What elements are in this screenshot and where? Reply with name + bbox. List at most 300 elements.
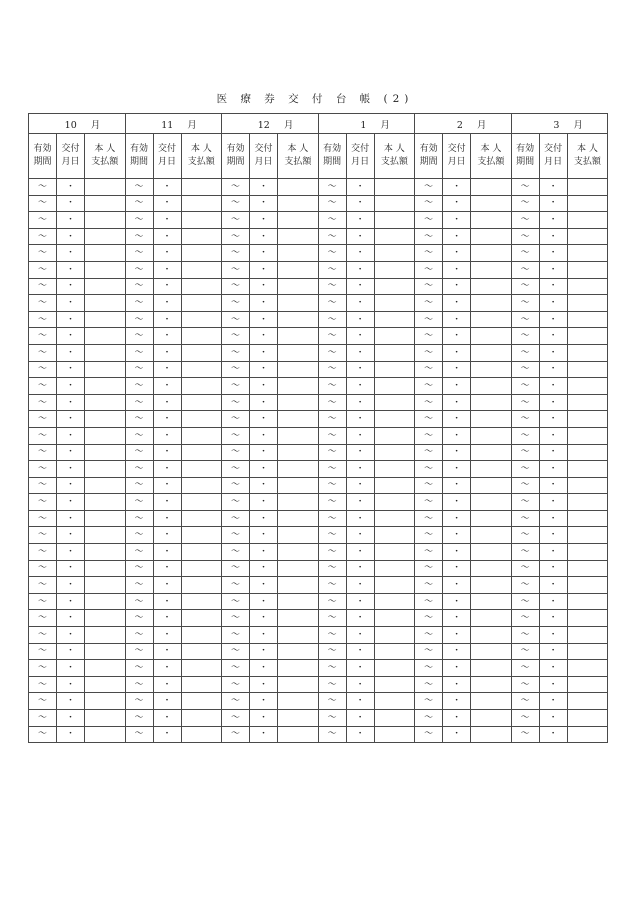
- period-cell[interactable]: ～: [29, 394, 57, 411]
- issue-date-cell[interactable]: ・: [443, 510, 471, 527]
- period-cell[interactable]: ～: [29, 676, 57, 693]
- payment-cell[interactable]: [85, 477, 126, 494]
- issue-date-cell[interactable]: ・: [153, 494, 181, 511]
- payment-cell[interactable]: [471, 212, 512, 229]
- issue-date-cell[interactable]: ・: [346, 195, 374, 212]
- period-cell[interactable]: ～: [511, 593, 539, 610]
- payment-cell[interactable]: [471, 560, 512, 577]
- payment-cell[interactable]: [85, 676, 126, 693]
- issue-date-cell[interactable]: ・: [539, 560, 567, 577]
- payment-cell[interactable]: [85, 344, 126, 361]
- period-cell[interactable]: ～: [222, 477, 250, 494]
- period-cell[interactable]: ～: [29, 643, 57, 660]
- issue-date-cell[interactable]: ・: [346, 411, 374, 428]
- period-cell[interactable]: ～: [29, 494, 57, 511]
- period-cell[interactable]: ～: [222, 444, 250, 461]
- payment-cell[interactable]: [471, 710, 512, 727]
- issue-date-cell[interactable]: ・: [57, 494, 85, 511]
- payment-cell[interactable]: [85, 710, 126, 727]
- payment-cell[interactable]: [85, 544, 126, 561]
- issue-date-cell[interactable]: ・: [539, 261, 567, 278]
- payment-cell[interactable]: [278, 179, 319, 196]
- payment-cell[interactable]: [374, 593, 415, 610]
- period-cell[interactable]: ～: [222, 311, 250, 328]
- payment-cell[interactable]: [278, 527, 319, 544]
- payment-cell[interactable]: [374, 245, 415, 262]
- issue-date-cell[interactable]: ・: [250, 344, 278, 361]
- issue-date-cell[interactable]: ・: [153, 278, 181, 295]
- period-cell[interactable]: ～: [222, 228, 250, 245]
- payment-cell[interactable]: [374, 411, 415, 428]
- period-cell[interactable]: ～: [511, 510, 539, 527]
- issue-date-cell[interactable]: ・: [346, 544, 374, 561]
- payment-cell[interactable]: [567, 394, 608, 411]
- issue-date-cell[interactable]: ・: [539, 693, 567, 710]
- issue-date-cell[interactable]: ・: [153, 311, 181, 328]
- payment-cell[interactable]: [567, 610, 608, 627]
- period-cell[interactable]: ～: [318, 411, 346, 428]
- period-cell[interactable]: ～: [415, 394, 443, 411]
- payment-cell[interactable]: [471, 411, 512, 428]
- period-cell[interactable]: ～: [125, 278, 153, 295]
- issue-date-cell[interactable]: ・: [250, 195, 278, 212]
- period-cell[interactable]: ～: [222, 693, 250, 710]
- payment-cell[interactable]: [181, 544, 222, 561]
- payment-cell[interactable]: [85, 228, 126, 245]
- payment-cell[interactable]: [278, 212, 319, 229]
- period-cell[interactable]: ～: [29, 510, 57, 527]
- payment-cell[interactable]: [85, 444, 126, 461]
- period-cell[interactable]: ～: [511, 427, 539, 444]
- issue-date-cell[interactable]: ・: [153, 477, 181, 494]
- payment-cell[interactable]: [374, 510, 415, 527]
- payment-cell[interactable]: [471, 328, 512, 345]
- payment-cell[interactable]: [471, 477, 512, 494]
- payment-cell[interactable]: [471, 378, 512, 395]
- period-cell[interactable]: ～: [29, 295, 57, 312]
- period-cell[interactable]: ～: [318, 577, 346, 594]
- period-cell[interactable]: ～: [318, 228, 346, 245]
- period-cell[interactable]: ～: [222, 427, 250, 444]
- period-cell[interactable]: ～: [511, 278, 539, 295]
- issue-date-cell[interactable]: ・: [57, 344, 85, 361]
- issue-date-cell[interactable]: ・: [57, 311, 85, 328]
- period-cell[interactable]: ～: [511, 344, 539, 361]
- payment-cell[interactable]: [181, 261, 222, 278]
- period-cell[interactable]: ～: [511, 477, 539, 494]
- issue-date-cell[interactable]: ・: [153, 394, 181, 411]
- payment-cell[interactable]: [278, 660, 319, 677]
- period-cell[interactable]: ～: [318, 693, 346, 710]
- issue-date-cell[interactable]: ・: [539, 427, 567, 444]
- issue-date-cell[interactable]: ・: [346, 179, 374, 196]
- issue-date-cell[interactable]: ・: [250, 610, 278, 627]
- issue-date-cell[interactable]: ・: [57, 228, 85, 245]
- period-cell[interactable]: ～: [415, 693, 443, 710]
- period-cell[interactable]: ～: [318, 494, 346, 511]
- payment-cell[interactable]: [181, 461, 222, 478]
- period-cell[interactable]: ～: [222, 361, 250, 378]
- payment-cell[interactable]: [567, 477, 608, 494]
- payment-cell[interactable]: [471, 627, 512, 644]
- period-cell[interactable]: ～: [415, 427, 443, 444]
- payment-cell[interactable]: [471, 643, 512, 660]
- issue-date-cell[interactable]: ・: [539, 195, 567, 212]
- period-cell[interactable]: ～: [222, 660, 250, 677]
- period-cell[interactable]: ～: [29, 411, 57, 428]
- period-cell[interactable]: ～: [511, 693, 539, 710]
- issue-date-cell[interactable]: ・: [57, 411, 85, 428]
- payment-cell[interactable]: [181, 195, 222, 212]
- issue-date-cell[interactable]: ・: [539, 344, 567, 361]
- period-cell[interactable]: ～: [125, 311, 153, 328]
- period-cell[interactable]: ～: [511, 494, 539, 511]
- issue-date-cell[interactable]: ・: [539, 610, 567, 627]
- issue-date-cell[interactable]: ・: [346, 394, 374, 411]
- payment-cell[interactable]: [181, 610, 222, 627]
- period-cell[interactable]: ～: [29, 361, 57, 378]
- payment-cell[interactable]: [374, 560, 415, 577]
- payment-cell[interactable]: [374, 527, 415, 544]
- issue-date-cell[interactable]: ・: [443, 676, 471, 693]
- period-cell[interactable]: ～: [415, 510, 443, 527]
- issue-date-cell[interactable]: ・: [346, 477, 374, 494]
- payment-cell[interactable]: [278, 544, 319, 561]
- payment-cell[interactable]: [374, 544, 415, 561]
- payment-cell[interactable]: [85, 212, 126, 229]
- payment-cell[interactable]: [181, 311, 222, 328]
- period-cell[interactable]: ～: [511, 676, 539, 693]
- payment-cell[interactable]: [278, 394, 319, 411]
- payment-cell[interactable]: [278, 510, 319, 527]
- period-cell[interactable]: ～: [318, 610, 346, 627]
- period-cell[interactable]: ～: [511, 726, 539, 743]
- issue-date-cell[interactable]: ・: [250, 477, 278, 494]
- payment-cell[interactable]: [471, 228, 512, 245]
- period-cell[interactable]: ～: [222, 394, 250, 411]
- issue-date-cell[interactable]: ・: [539, 643, 567, 660]
- issue-date-cell[interactable]: ・: [57, 361, 85, 378]
- issue-date-cell[interactable]: ・: [57, 477, 85, 494]
- period-cell[interactable]: ～: [125, 444, 153, 461]
- payment-cell[interactable]: [278, 560, 319, 577]
- issue-date-cell[interactable]: ・: [153, 510, 181, 527]
- period-cell[interactable]: ～: [222, 510, 250, 527]
- payment-cell[interactable]: [567, 593, 608, 610]
- issue-date-cell[interactable]: ・: [443, 394, 471, 411]
- period-cell[interactable]: ～: [415, 261, 443, 278]
- period-cell[interactable]: ～: [318, 710, 346, 727]
- payment-cell[interactable]: [567, 660, 608, 677]
- payment-cell[interactable]: [374, 311, 415, 328]
- payment-cell[interactable]: [374, 726, 415, 743]
- payment-cell[interactable]: [567, 510, 608, 527]
- payment-cell[interactable]: [278, 577, 319, 594]
- issue-date-cell[interactable]: ・: [443, 278, 471, 295]
- issue-date-cell[interactable]: ・: [153, 444, 181, 461]
- issue-date-cell[interactable]: ・: [153, 693, 181, 710]
- period-cell[interactable]: ～: [318, 477, 346, 494]
- period-cell[interactable]: ～: [125, 179, 153, 196]
- payment-cell[interactable]: [278, 278, 319, 295]
- period-cell[interactable]: ～: [511, 179, 539, 196]
- payment-cell[interactable]: [567, 228, 608, 245]
- issue-date-cell[interactable]: ・: [346, 311, 374, 328]
- issue-date-cell[interactable]: ・: [153, 610, 181, 627]
- period-cell[interactable]: ～: [125, 676, 153, 693]
- payment-cell[interactable]: [85, 311, 126, 328]
- period-cell[interactable]: ～: [29, 444, 57, 461]
- period-cell[interactable]: ～: [125, 693, 153, 710]
- period-cell[interactable]: ～: [511, 212, 539, 229]
- payment-cell[interactable]: [181, 444, 222, 461]
- period-cell[interactable]: ～: [29, 195, 57, 212]
- issue-date-cell[interactable]: ・: [57, 461, 85, 478]
- payment-cell[interactable]: [85, 593, 126, 610]
- issue-date-cell[interactable]: ・: [57, 577, 85, 594]
- payment-cell[interactable]: [374, 261, 415, 278]
- issue-date-cell[interactable]: ・: [153, 577, 181, 594]
- issue-date-cell[interactable]: ・: [250, 726, 278, 743]
- issue-date-cell[interactable]: ・: [539, 527, 567, 544]
- period-cell[interactable]: ～: [511, 228, 539, 245]
- payment-cell[interactable]: [85, 693, 126, 710]
- payment-cell[interactable]: [181, 560, 222, 577]
- period-cell[interactable]: ～: [511, 461, 539, 478]
- period-cell[interactable]: ～: [125, 378, 153, 395]
- payment-cell[interactable]: [278, 195, 319, 212]
- payment-cell[interactable]: [181, 245, 222, 262]
- payment-cell[interactable]: [471, 344, 512, 361]
- issue-date-cell[interactable]: ・: [443, 477, 471, 494]
- period-cell[interactable]: ～: [511, 361, 539, 378]
- period-cell[interactable]: ～: [222, 627, 250, 644]
- payment-cell[interactable]: [278, 494, 319, 511]
- issue-date-cell[interactable]: ・: [443, 311, 471, 328]
- period-cell[interactable]: ～: [125, 593, 153, 610]
- payment-cell[interactable]: [471, 527, 512, 544]
- period-cell[interactable]: ～: [125, 544, 153, 561]
- period-cell[interactable]: ～: [318, 344, 346, 361]
- period-cell[interactable]: ～: [318, 593, 346, 610]
- issue-date-cell[interactable]: ・: [153, 461, 181, 478]
- issue-date-cell[interactable]: ・: [153, 378, 181, 395]
- issue-date-cell[interactable]: ・: [539, 593, 567, 610]
- payment-cell[interactable]: [85, 726, 126, 743]
- payment-cell[interactable]: [567, 261, 608, 278]
- period-cell[interactable]: ～: [318, 444, 346, 461]
- period-cell[interactable]: ～: [29, 328, 57, 345]
- payment-cell[interactable]: [278, 726, 319, 743]
- issue-date-cell[interactable]: ・: [443, 544, 471, 561]
- period-cell[interactable]: ～: [125, 510, 153, 527]
- payment-cell[interactable]: [374, 361, 415, 378]
- period-cell[interactable]: ～: [29, 627, 57, 644]
- period-cell[interactable]: ～: [415, 627, 443, 644]
- issue-date-cell[interactable]: ・: [346, 593, 374, 610]
- issue-date-cell[interactable]: ・: [539, 710, 567, 727]
- period-cell[interactable]: ～: [222, 195, 250, 212]
- issue-date-cell[interactable]: ・: [346, 212, 374, 229]
- payment-cell[interactable]: [278, 427, 319, 444]
- payment-cell[interactable]: [471, 295, 512, 312]
- issue-date-cell[interactable]: ・: [539, 676, 567, 693]
- payment-cell[interactable]: [567, 726, 608, 743]
- issue-date-cell[interactable]: ・: [539, 726, 567, 743]
- period-cell[interactable]: ～: [125, 427, 153, 444]
- period-cell[interactable]: ～: [29, 228, 57, 245]
- issue-date-cell[interactable]: ・: [346, 510, 374, 527]
- period-cell[interactable]: ～: [125, 494, 153, 511]
- issue-date-cell[interactable]: ・: [250, 411, 278, 428]
- issue-date-cell[interactable]: ・: [57, 676, 85, 693]
- issue-date-cell[interactable]: ・: [57, 544, 85, 561]
- period-cell[interactable]: ～: [125, 212, 153, 229]
- payment-cell[interactable]: [567, 195, 608, 212]
- period-cell[interactable]: ～: [125, 660, 153, 677]
- period-cell[interactable]: ～: [415, 676, 443, 693]
- payment-cell[interactable]: [85, 394, 126, 411]
- payment-cell[interactable]: [278, 676, 319, 693]
- issue-date-cell[interactable]: ・: [57, 261, 85, 278]
- payment-cell[interactable]: [471, 427, 512, 444]
- period-cell[interactable]: ～: [511, 245, 539, 262]
- payment-cell[interactable]: [181, 378, 222, 395]
- payment-cell[interactable]: [374, 228, 415, 245]
- payment-cell[interactable]: [567, 710, 608, 727]
- period-cell[interactable]: ～: [125, 328, 153, 345]
- period-cell[interactable]: ～: [29, 477, 57, 494]
- period-cell[interactable]: ～: [125, 295, 153, 312]
- period-cell[interactable]: ～: [415, 461, 443, 478]
- payment-cell[interactable]: [181, 494, 222, 511]
- period-cell[interactable]: ～: [29, 344, 57, 361]
- issue-date-cell[interactable]: ・: [250, 461, 278, 478]
- issue-date-cell[interactable]: ・: [539, 494, 567, 511]
- issue-date-cell[interactable]: ・: [443, 328, 471, 345]
- period-cell[interactable]: ～: [125, 710, 153, 727]
- period-cell[interactable]: ～: [415, 212, 443, 229]
- issue-date-cell[interactable]: ・: [57, 295, 85, 312]
- payment-cell[interactable]: [471, 278, 512, 295]
- period-cell[interactable]: ～: [29, 527, 57, 544]
- issue-date-cell[interactable]: ・: [153, 643, 181, 660]
- payment-cell[interactable]: [471, 494, 512, 511]
- payment-cell[interactable]: [278, 593, 319, 610]
- payment-cell[interactable]: [85, 527, 126, 544]
- payment-cell[interactable]: [471, 394, 512, 411]
- period-cell[interactable]: ～: [415, 643, 443, 660]
- period-cell[interactable]: ～: [415, 228, 443, 245]
- payment-cell[interactable]: [471, 444, 512, 461]
- payment-cell[interactable]: [567, 494, 608, 511]
- issue-date-cell[interactable]: ・: [57, 660, 85, 677]
- payment-cell[interactable]: [374, 278, 415, 295]
- payment-cell[interactable]: [374, 660, 415, 677]
- payment-cell[interactable]: [471, 510, 512, 527]
- issue-date-cell[interactable]: ・: [57, 726, 85, 743]
- issue-date-cell[interactable]: ・: [443, 295, 471, 312]
- payment-cell[interactable]: [278, 411, 319, 428]
- payment-cell[interactable]: [567, 311, 608, 328]
- period-cell[interactable]: ～: [222, 560, 250, 577]
- payment-cell[interactable]: [85, 610, 126, 627]
- issue-date-cell[interactable]: ・: [346, 693, 374, 710]
- period-cell[interactable]: ～: [29, 261, 57, 278]
- period-cell[interactable]: ～: [415, 610, 443, 627]
- issue-date-cell[interactable]: ・: [250, 660, 278, 677]
- issue-date-cell[interactable]: ・: [250, 693, 278, 710]
- period-cell[interactable]: ～: [125, 560, 153, 577]
- payment-cell[interactable]: [181, 527, 222, 544]
- issue-date-cell[interactable]: ・: [250, 577, 278, 594]
- period-cell[interactable]: ～: [318, 544, 346, 561]
- issue-date-cell[interactable]: ・: [443, 427, 471, 444]
- payment-cell[interactable]: [85, 179, 126, 196]
- period-cell[interactable]: ～: [318, 278, 346, 295]
- payment-cell[interactable]: [181, 660, 222, 677]
- issue-date-cell[interactable]: ・: [539, 660, 567, 677]
- period-cell[interactable]: ～: [415, 726, 443, 743]
- period-cell[interactable]: ～: [29, 710, 57, 727]
- issue-date-cell[interactable]: ・: [443, 212, 471, 229]
- issue-date-cell[interactable]: ・: [443, 593, 471, 610]
- issue-date-cell[interactable]: ・: [346, 676, 374, 693]
- issue-date-cell[interactable]: ・: [250, 328, 278, 345]
- period-cell[interactable]: ～: [222, 461, 250, 478]
- issue-date-cell[interactable]: ・: [153, 527, 181, 544]
- issue-date-cell[interactable]: ・: [539, 477, 567, 494]
- period-cell[interactable]: ～: [318, 311, 346, 328]
- payment-cell[interactable]: [567, 643, 608, 660]
- period-cell[interactable]: ～: [222, 245, 250, 262]
- issue-date-cell[interactable]: ・: [539, 461, 567, 478]
- period-cell[interactable]: ～: [415, 378, 443, 395]
- issue-date-cell[interactable]: ・: [250, 278, 278, 295]
- period-cell[interactable]: ～: [415, 593, 443, 610]
- period-cell[interactable]: ～: [511, 328, 539, 345]
- period-cell[interactable]: ～: [222, 378, 250, 395]
- payment-cell[interactable]: [181, 228, 222, 245]
- issue-date-cell[interactable]: ・: [250, 378, 278, 395]
- payment-cell[interactable]: [567, 278, 608, 295]
- period-cell[interactable]: ～: [29, 593, 57, 610]
- payment-cell[interactable]: [181, 577, 222, 594]
- issue-date-cell[interactable]: ・: [443, 444, 471, 461]
- period-cell[interactable]: ～: [318, 295, 346, 312]
- period-cell[interactable]: ～: [125, 411, 153, 428]
- issue-date-cell[interactable]: ・: [443, 527, 471, 544]
- issue-date-cell[interactable]: ・: [250, 261, 278, 278]
- period-cell[interactable]: ～: [29, 278, 57, 295]
- period-cell[interactable]: ～: [222, 577, 250, 594]
- issue-date-cell[interactable]: ・: [539, 394, 567, 411]
- issue-date-cell[interactable]: ・: [153, 710, 181, 727]
- payment-cell[interactable]: [374, 494, 415, 511]
- payment-cell[interactable]: [181, 278, 222, 295]
- issue-date-cell[interactable]: ・: [250, 527, 278, 544]
- issue-date-cell[interactable]: ・: [153, 295, 181, 312]
- period-cell[interactable]: ～: [125, 245, 153, 262]
- issue-date-cell[interactable]: ・: [346, 726, 374, 743]
- period-cell[interactable]: ～: [318, 510, 346, 527]
- issue-date-cell[interactable]: ・: [250, 643, 278, 660]
- payment-cell[interactable]: [471, 461, 512, 478]
- period-cell[interactable]: ～: [511, 295, 539, 312]
- period-cell[interactable]: ～: [511, 378, 539, 395]
- payment-cell[interactable]: [374, 676, 415, 693]
- payment-cell[interactable]: [374, 444, 415, 461]
